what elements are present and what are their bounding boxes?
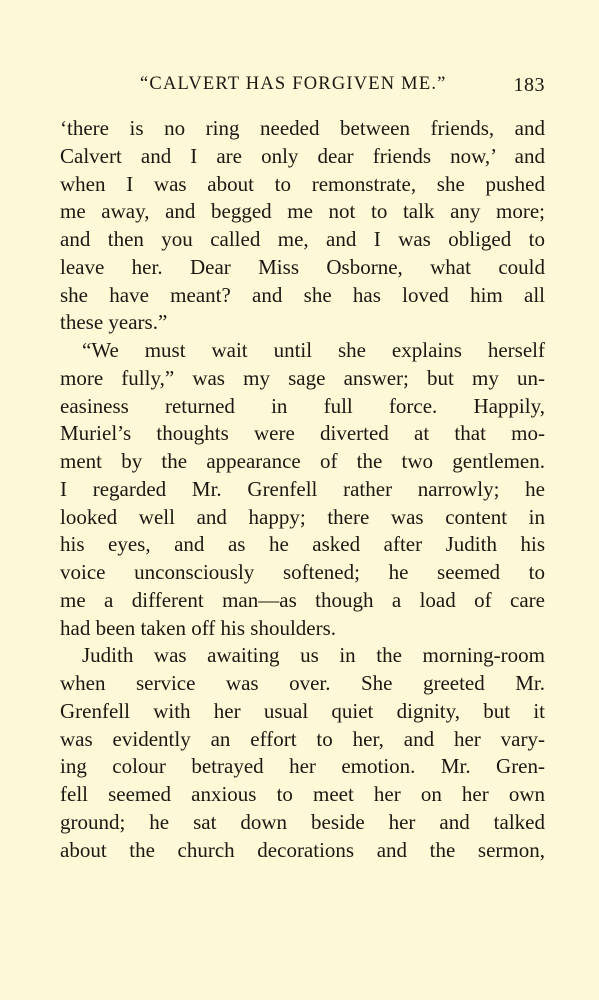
- text-line: when I was about to remonstrate, she pushed: [60, 171, 545, 196]
- paragraph-start-line: “We must wait until she explains herself: [82, 338, 545, 362]
- text-line: me away, and begged me not to talk any more;: [60, 199, 545, 224]
- text-line: when service was over. She greeted Mr.: [60, 671, 545, 695]
- text-line: ment by the appearance of the two gentlemen.: [60, 449, 545, 473]
- text-line: Calvert and I are only dear friends now,’ and: [60, 143, 545, 168]
- text-line: I regarded Mr. Grenfell rather narrowly; he: [60, 476, 545, 501]
- text-line: about the church decorations and the sermon,: [60, 837, 545, 862]
- text-line: easiness returned in full force. Happily,: [60, 393, 545, 418]
- text-line: she have meant? and she has loved him all: [60, 282, 545, 307]
- text-line: ground; he sat down beside her and talked: [60, 809, 545, 834]
- text-line: voice unconsciously softened; he seemed to: [60, 560, 545, 584]
- text-line: Muriel’s thoughts were diverted at that mo-: [60, 421, 545, 446]
- page-number: 183: [513, 74, 545, 96]
- text-line: was evidently an effort to her, and her vary-: [60, 726, 545, 751]
- text-line: ing colour betrayed her emotion. Mr. Gren-: [60, 754, 545, 779]
- text-line: ‘there is no ring needed between friends, and: [60, 116, 545, 140]
- text-line: his eyes, and as he asked after Judith his: [60, 532, 545, 557]
- paragraph-end-line: had been taken off his shoulders.: [60, 615, 337, 640]
- text-line: more fully,” was my sage answer; but my un-: [60, 365, 545, 390]
- body-text: [60, 115, 545, 864]
- text-line: and then you called me, and I was obliged to: [60, 227, 545, 251]
- text-line: leave her. Dear Miss Osborne, what could: [60, 254, 545, 279]
- running-title: “CALVERT HAS FORGIVEN ME.”: [140, 74, 447, 94]
- text-line: fell seemed anxious to meet her on her own: [60, 782, 545, 806]
- paragraph-start-line: Judith was awaiting us in the morning-room: [82, 643, 545, 668]
- running-head: [60, 74, 545, 104]
- text-line: me a different man—as though a load of care: [60, 587, 545, 612]
- text-line: Grenfell with her usual quiet dignity, but it: [60, 698, 545, 723]
- paragraph-end-line: these years.”: [60, 310, 168, 335]
- text-line: looked well and happy; there was content in: [60, 504, 545, 529]
